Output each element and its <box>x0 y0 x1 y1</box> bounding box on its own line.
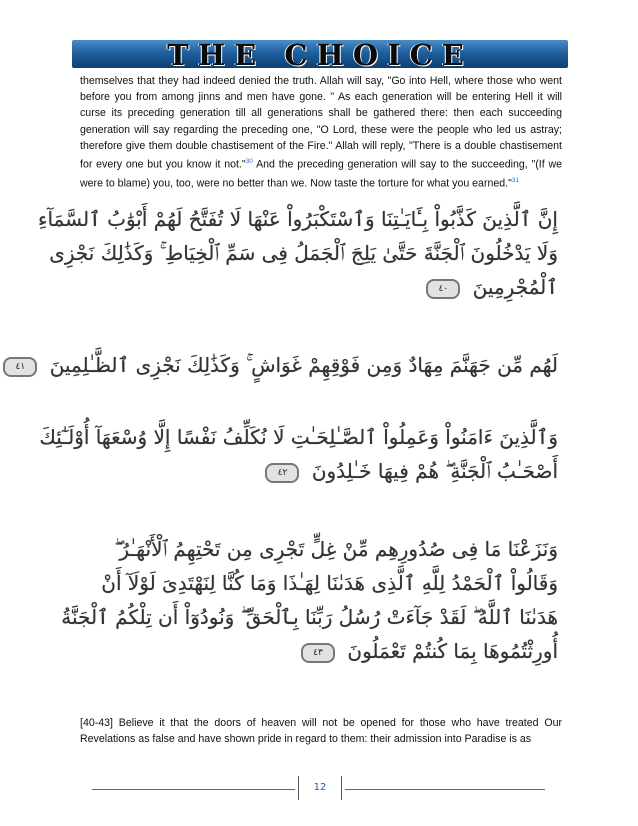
arabic-line-text: لَهُم مِّن جَهَنَّمَ مِهَادٌ وَمِن فَوْقِهِمْ غَوَاشٍ ۚ وَكَذَٰلِكَ نَجْزِى ٱلظَّـٰلِمِينَ <box>49 353 558 377</box>
arabic-verse-40 <box>38 202 558 304</box>
footnote-ref-link[interactable]: 31 <box>511 176 520 184</box>
arabic-line-text: أُورِثْتُمُوهَا بِمَا كُنتُمْ تَعْمَلُونَ <box>347 639 558 663</box>
verse-number-marker: ٤١ <box>3 357 37 377</box>
arabic-line <box>15 348 558 382</box>
arabic-verse-41 <box>15 348 558 382</box>
page-number-box <box>298 776 342 800</box>
arabic-line: وَقَالُواْ ٱلْحَمْدُ لِلَّهِ ٱلَّذِى هَدَىٰنَا لِهَـٰذَا وَمَا كُنَّا لِنَهْتَدِىَ لَوْلَآ أَنْ <box>101 571 558 595</box>
verse-number-marker: ٤٢ <box>265 463 299 483</box>
translation-paragraph-top <box>80 73 562 191</box>
footer-divider-left <box>92 789 295 790</box>
arabic-line <box>88 454 558 488</box>
translation-paragraph-bottom: [40-43] Believe it that the doors of heaven will not be opened for those who have treated Our Revelations as false and have shown pride in regard to them: their admission into Paradise is as <box>80 717 562 746</box>
arabic-line-text: أَصْحَـٰبُ ٱلْجَنَّةِ ۖ هُمْ فِيهَا خَـٰلِدُونَ <box>311 459 558 483</box>
arabic-verse-42 <box>39 420 558 488</box>
arabic-line: وَنَزَعْنَا مَا فِى صُدُورِهِم مِّنْ غِلٍّ تَجْرِى مِن تَحْتِهِمُ ٱلْأَنْهَـٰرُ ۖ <box>114 537 558 561</box>
arabic-verse-43 <box>61 532 558 668</box>
arabic-line: وَٱلَّذِينَ ءَامَنُواْ وَعَمِلُواْ ٱلصَّـٰلِحَـٰتِ لَا نُكَلِّفُ نَفْسًا إِلَّا وُسْعَهَآ أُوْلَـٰٓئِكَ <box>39 425 558 449</box>
paragraph-text-continued: And the preceding generation will say to the succeeding, "(If we were to blame) you, too, were no better than we. Now taste the torture for what you earned." <box>80 158 562 190</box>
paragraph-text: themselves that they had indeed denied the truth. Allah will say, "Go into Hell, where those who went before you from among jinns and men have gone. " As each generation will be entering Hell it will curse its preceding generation till all generations shall be gathered there: then each succeeding generation will say regarding the preceding one, "O Lord, these were the people who led us astray; therefore give them double chastisement of the Fire." Allah will reply, "There is a double chastisement for every one but you know it not." <box>80 75 562 171</box>
banner-title: THE CHOICE <box>167 38 473 72</box>
arabic-line <box>88 270 558 304</box>
arabic-line: إِنَّ ٱلَّذِينَ كَذَّبُواْ بِـَٔايَـٰتِنَا وَٱسْتَكْبَرُواْ عَنْهَا لَا تُفَتَّحُ لَهُمْ أَبْوَٰبُ ٱلسَّمَآءِ <box>38 207 558 231</box>
arabic-line-text: ٱلْمُجْرِمِينَ <box>472 275 558 299</box>
footnote-ref-link[interactable]: 30 <box>245 158 253 166</box>
verse-number-marker: ٤٠ <box>426 279 460 299</box>
verse-number-marker: ٤٣ <box>301 643 335 663</box>
arabic-line: وَلَا يَدْخُلُونَ ٱلْجَنَّةَ حَتَّىٰ يَلِجَ ٱلْجَمَلُ فِى سَمِّ ٱلْخِيَاطِ ۚ وَكَذَٰلِكَ نَجْزِى <box>49 241 558 265</box>
arabic-line: هَدَىٰنَا ٱللَّهُ ۖ لَقَدْ جَآءَتْ رُسُلُ رَبِّنَا بِٱلْحَقِّ ۖ وَنُودُوٓاْ أَن تِلْكُمُ ٱلْجَنَّةُ <box>61 605 558 629</box>
footer-divider-right <box>345 789 545 790</box>
page-number: 12 <box>313 782 327 793</box>
arabic-line <box>88 634 558 668</box>
header-banner <box>72 38 568 72</box>
